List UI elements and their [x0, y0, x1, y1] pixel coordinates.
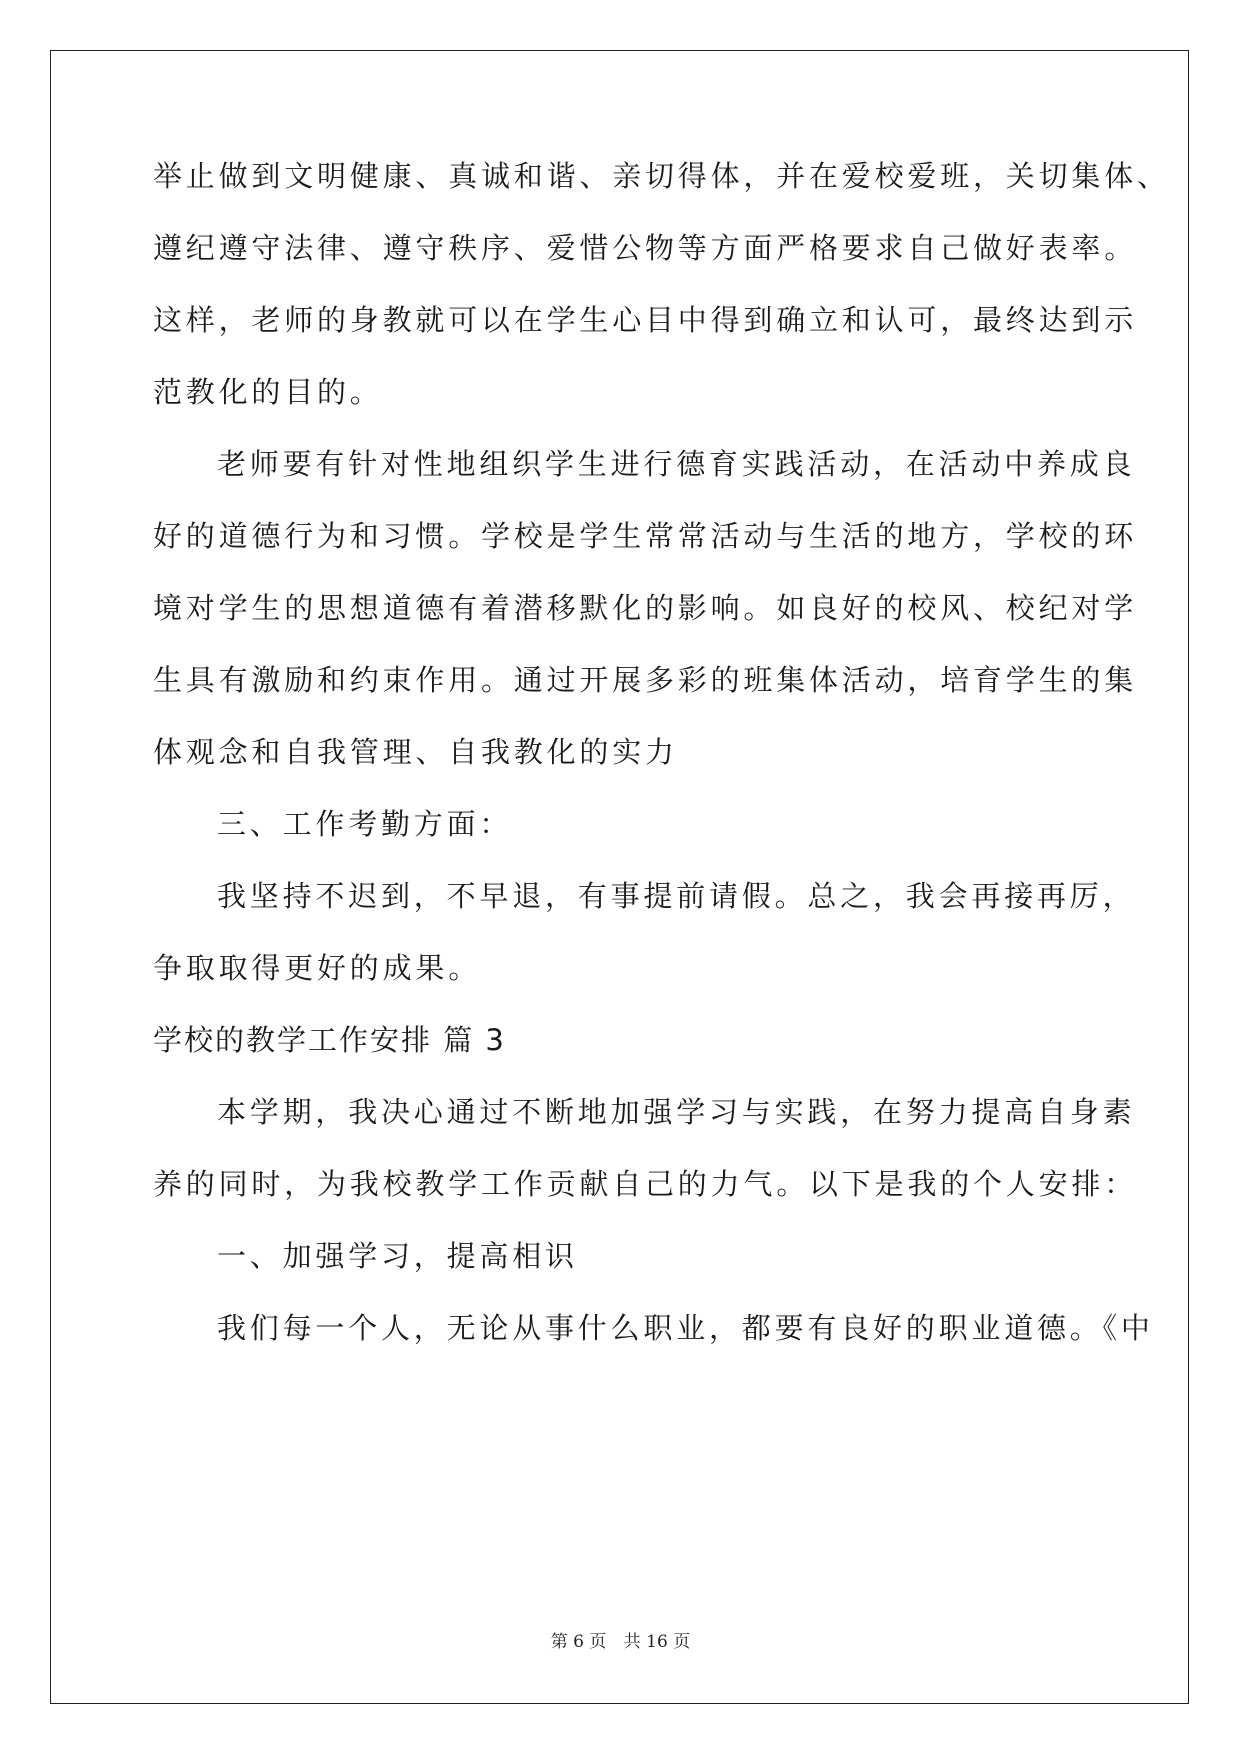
text-line: 生具有激励和约束作用。通过开展多彩的班集体活动，培育学生的集	[153, 663, 1138, 697]
page-footer	[0, 1627, 1241, 1652]
text-line: 养的同时，为我校教学工作贡献自己的力气。以下是我的个人安排：	[153, 1167, 1138, 1201]
article-title: 学校的教学工作安排 篇 3	[153, 1023, 506, 1057]
text-line: 境对学生的思想道德有着潜移默化的影响。如良好的校风、校纪对学	[153, 591, 1138, 625]
page-border	[50, 50, 1189, 1704]
paragraph-start: 老师要有针对性地组织学生进行德育实践活动，在活动中养成良	[217, 447, 1136, 481]
text-line: 举止做到文明健康、真诚和谐、亲切得体，并在爱校爱班，关切集体、	[153, 159, 1170, 193]
text-line: 范教化的目的。	[153, 375, 383, 409]
text-line: 这样，老师的身教就可以在学生心目中得到确立和认可，最终达到示	[153, 303, 1138, 337]
text-line: 遵纪遵守法律、遵守秩序、爱惜公物等方面严格要求自己做好表率。	[153, 231, 1138, 265]
section-heading: 一、加强学习，提高相识	[217, 1239, 578, 1273]
text-line: 争取取得更好的成果。	[153, 951, 482, 985]
page-number: 第 6 页	[550, 1632, 607, 1652]
paragraph-start: 本学期，我决心通过不断地加强学习与实践，在努力提高自身素	[217, 1095, 1136, 1129]
paragraph-start: 我们每一个人，无论从事什么职业，都要有良好的职业道德。《中	[217, 1311, 1154, 1345]
text-line: 好的道德行为和习惯。学校是学生常常活动与生活的地方，学校的环	[153, 519, 1138, 553]
section-heading: 三、工作考勤方面：	[217, 807, 513, 841]
paragraph-start: 我坚持不迟到，不早退，有事提前请假。总之，我会再接再厉，	[217, 879, 1136, 913]
text-line: 体观念和自我管理、自我教化的实力	[153, 735, 678, 769]
page-total: 共 16 页	[623, 1632, 691, 1652]
